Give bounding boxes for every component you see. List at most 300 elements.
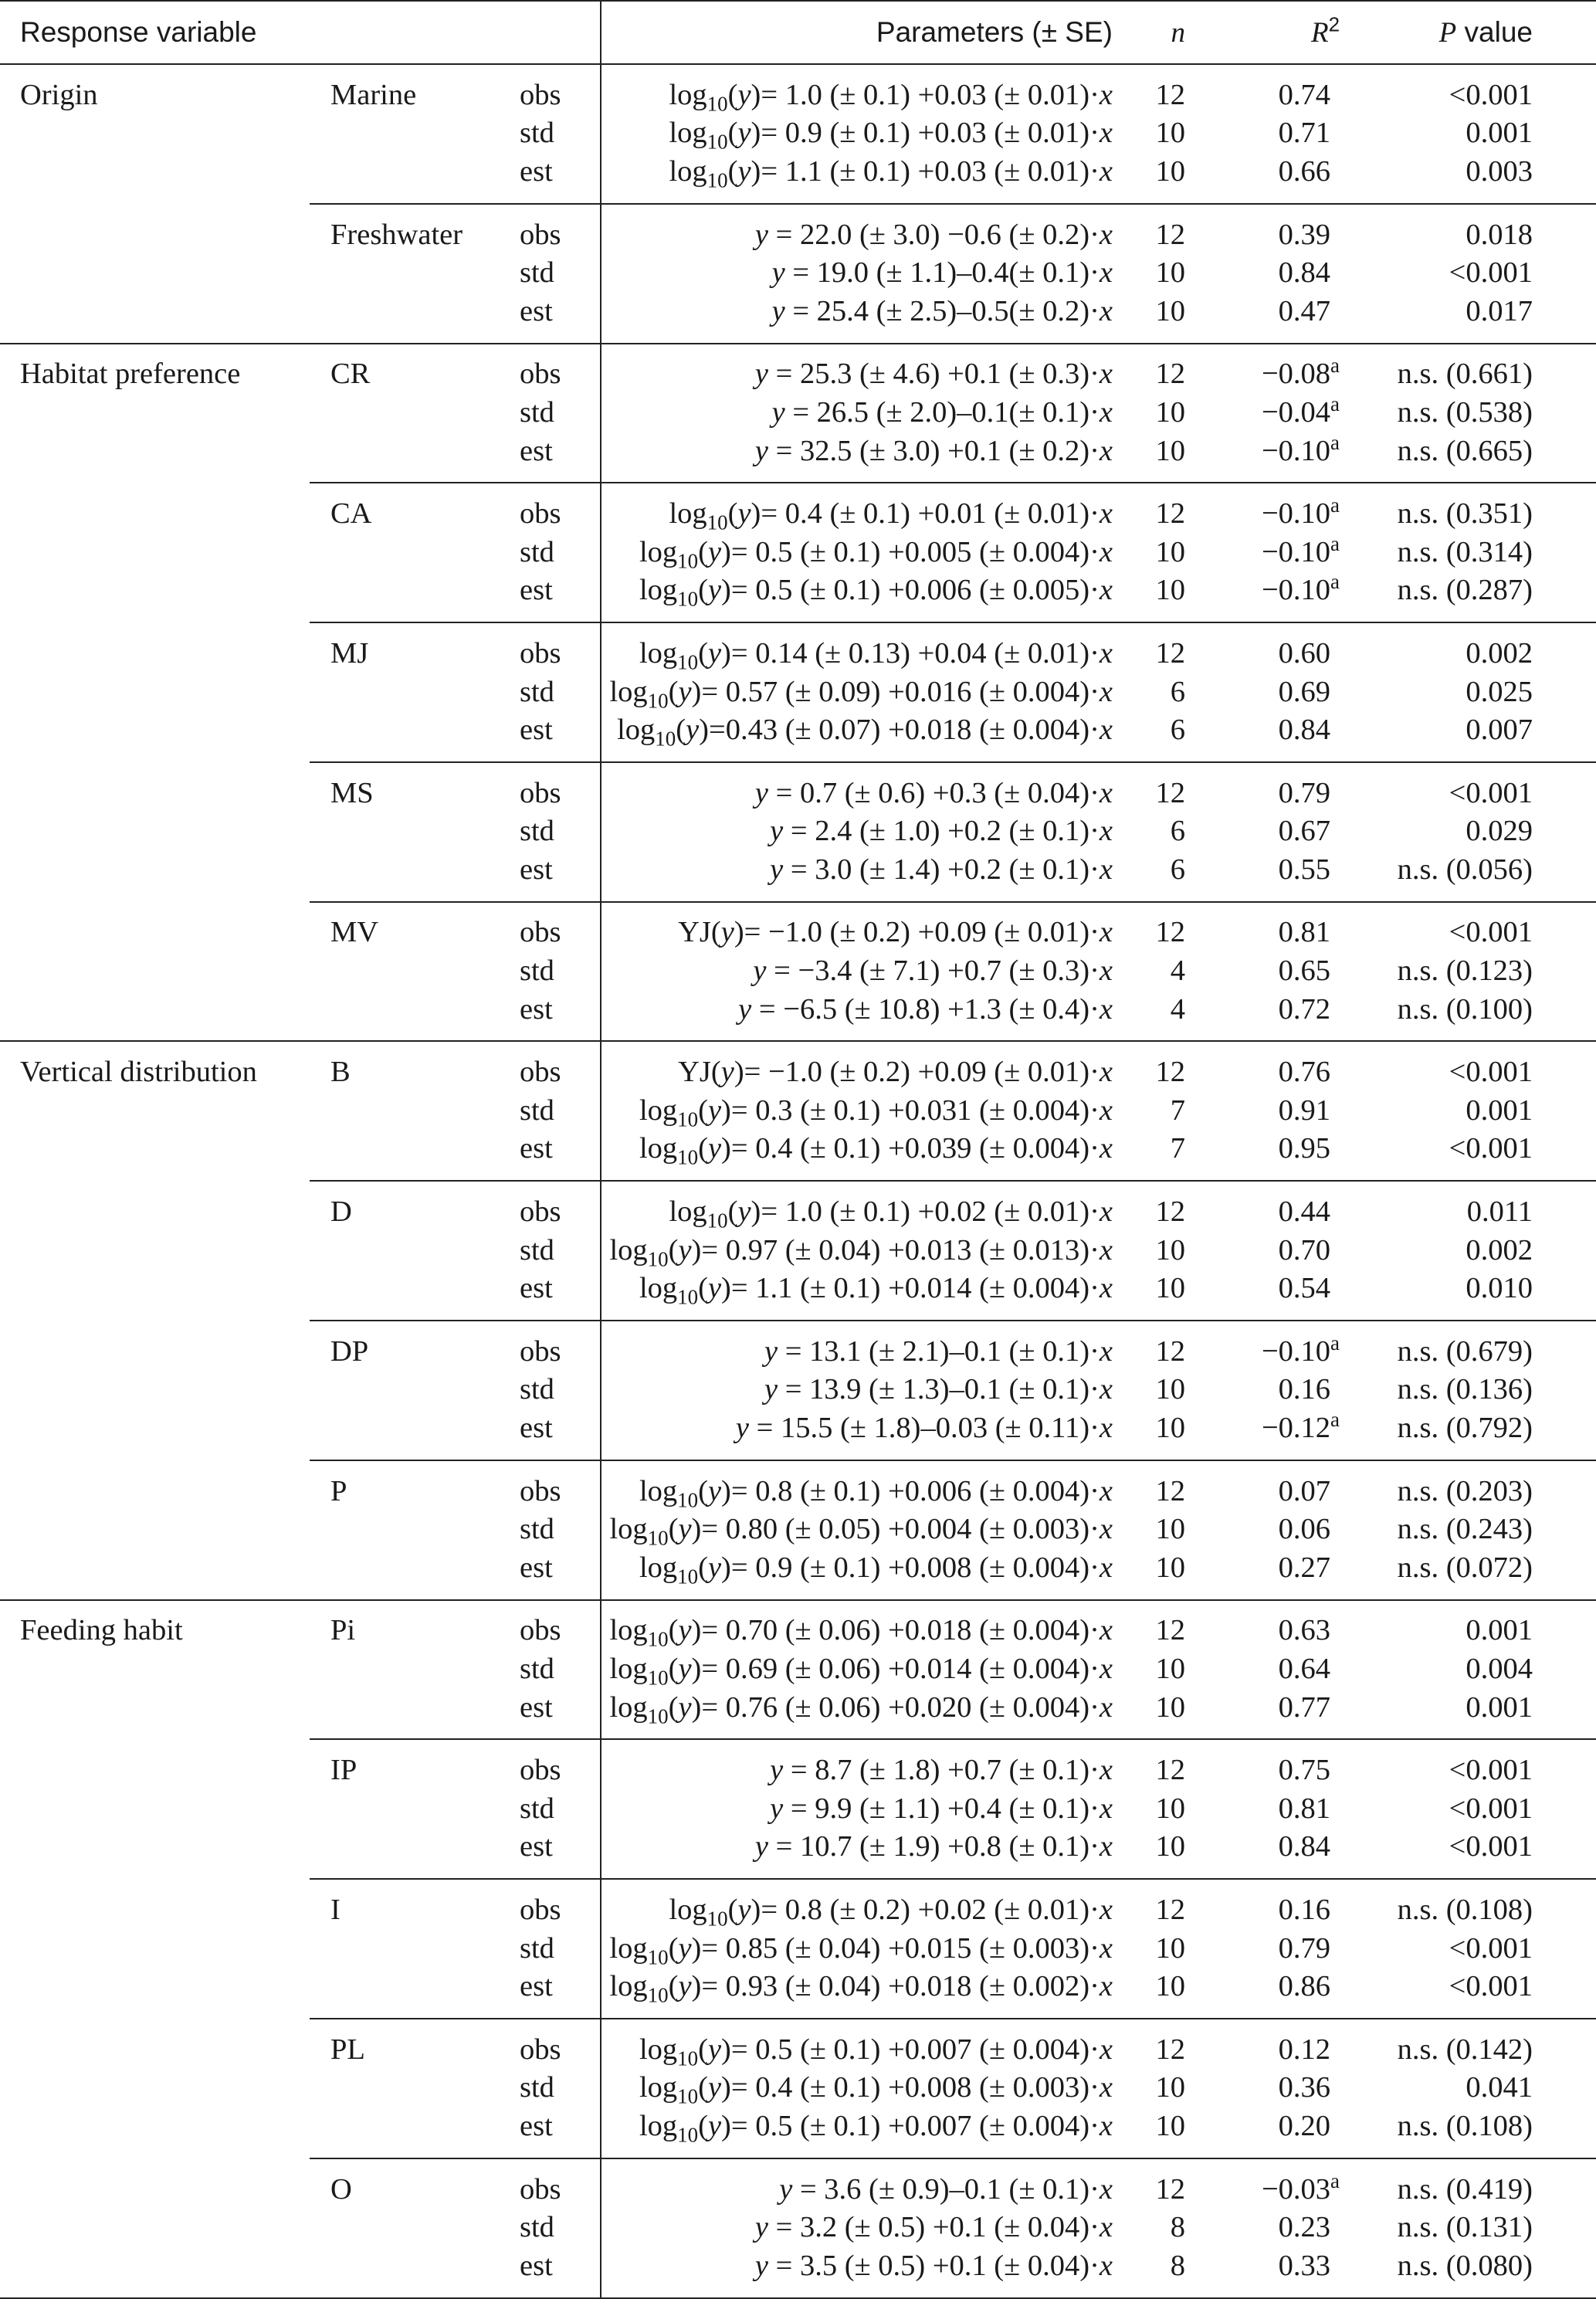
type-cell: obs bbox=[496, 344, 601, 394]
r2-cell bbox=[1193, 344, 1340, 394]
n-cell: 12 bbox=[1119, 1041, 1193, 1091]
group-cell bbox=[0, 2246, 310, 2298]
group-cell bbox=[0, 1130, 310, 1182]
r2-value: −0.10 bbox=[1261, 535, 1331, 568]
formula-subscript: 10 bbox=[677, 588, 699, 612]
type-cell: est bbox=[496, 1828, 601, 1880]
p-cell: 0.010 bbox=[1466, 1272, 1533, 1305]
group-cell bbox=[0, 1789, 310, 1828]
p-cell: n.s. (0.538) bbox=[1397, 395, 1533, 429]
p-cell: 0.007 bbox=[1466, 714, 1533, 747]
n-cell: 10 bbox=[1155, 574, 1185, 607]
subgroup-cell bbox=[310, 2158, 496, 2209]
p-cell: <0.001 bbox=[1340, 762, 1596, 812]
n-cell: 10 bbox=[1155, 2071, 1185, 2104]
formula-main: log bbox=[617, 714, 656, 747]
group-cell bbox=[0, 1409, 310, 1460]
r2-cell bbox=[1193, 1510, 1340, 1548]
formula-cell bbox=[601, 152, 1119, 204]
formula-main: log bbox=[639, 2109, 678, 2142]
r2-cell bbox=[1193, 253, 1340, 292]
subgroup-cell bbox=[310, 1130, 496, 1182]
group-cell bbox=[0, 483, 310, 533]
p-cell: n.s. (0.243) bbox=[1397, 1513, 1533, 1546]
r2-cell bbox=[1193, 1548, 1340, 1600]
formula-main: y = 13.9 (± 1.3)–0.1 (± 0.1)·x bbox=[764, 1373, 1113, 1406]
p-cell: 0.018 bbox=[1340, 204, 1596, 254]
formula-rest: (y)= 0.93 (± 0.04) +0.018 (± 0.002)·x bbox=[668, 1970, 1113, 2003]
formula-main: log bbox=[639, 2033, 678, 2066]
formula-cell bbox=[601, 344, 1119, 394]
formula-cell bbox=[601, 673, 1119, 711]
n-cell: 10 bbox=[1155, 1690, 1185, 1724]
formula-main: log bbox=[639, 1094, 678, 1127]
table-row bbox=[0, 64, 1596, 114]
formula-main: y = 25.3 (± 4.6) +0.1 (± 0.3)·x bbox=[754, 358, 1113, 391]
subgroup-cell bbox=[310, 1967, 496, 2019]
formula-subscript: 10 bbox=[707, 92, 728, 116]
type-cell: est bbox=[496, 292, 601, 344]
n-cell: 12 bbox=[1119, 204, 1193, 254]
formula-cell bbox=[601, 432, 1119, 483]
n-cell: 12 bbox=[1119, 902, 1193, 952]
header-spacer bbox=[496, 1, 601, 64]
p-cell: 0.011 bbox=[1340, 1181, 1596, 1231]
group-cell bbox=[0, 1650, 310, 1688]
r2-value: −0.10 bbox=[1261, 434, 1331, 467]
group-cell bbox=[0, 533, 310, 571]
header-row bbox=[0, 1, 1596, 64]
table-row bbox=[0, 1371, 1596, 1409]
r2-value: 0.84 bbox=[1278, 256, 1331, 290]
r2-value: 0.64 bbox=[1278, 1652, 1331, 1685]
type-cell: obs bbox=[496, 1321, 601, 1371]
subgroup-cell bbox=[310, 1600, 496, 1650]
formula-subscript: 10 bbox=[647, 1247, 669, 1271]
r2-cell bbox=[1193, 812, 1340, 851]
formula-subscript: 10 bbox=[707, 131, 728, 154]
type-cell: std bbox=[496, 812, 601, 851]
subgroup-cell bbox=[310, 1181, 496, 1231]
p-cell: n.s. (0.136) bbox=[1397, 1373, 1533, 1406]
formula-main: y = 10.7 (± 1.9) +0.8 (± 0.1)·x bbox=[754, 1830, 1113, 1863]
r2-cell bbox=[1193, 64, 1340, 114]
header-r2 bbox=[1193, 1, 1340, 64]
p-cell: n.s. (0.287) bbox=[1397, 574, 1533, 607]
formula-main: log bbox=[609, 675, 648, 708]
r2-cell bbox=[1193, 2208, 1340, 2246]
r2-value: 0.74 bbox=[1278, 78, 1331, 111]
p-cell: 0.025 bbox=[1466, 675, 1533, 708]
type-cell: obs bbox=[496, 2158, 601, 2209]
r2-cell bbox=[1193, 1231, 1340, 1270]
formula-subscript: 10 bbox=[707, 168, 728, 192]
type-cell: obs bbox=[496, 2019, 601, 2069]
formula-rest: (y)=0.43 (± 0.07) +0.018 (± 0.004)·x bbox=[676, 714, 1113, 747]
formula-main: log bbox=[669, 1893, 707, 1926]
type-cell: std bbox=[496, 1091, 601, 1130]
r2-cell bbox=[1193, 1181, 1340, 1231]
p-cell: n.s. (0.123) bbox=[1397, 955, 1533, 988]
n-cell: 10 bbox=[1155, 1970, 1185, 2003]
group-cell bbox=[0, 710, 310, 762]
r2-cell bbox=[1193, 1409, 1340, 1460]
type-cell: std bbox=[496, 253, 601, 292]
formula-main: log bbox=[639, 1272, 678, 1305]
subgroup-cell bbox=[310, 1879, 496, 1929]
r2-cell bbox=[1193, 2107, 1340, 2158]
p-cell: n.s. (0.203) bbox=[1340, 1460, 1596, 1511]
type-cell: obs bbox=[496, 1041, 601, 1091]
subgroup-cell bbox=[310, 1371, 496, 1409]
n-cell: 10 bbox=[1155, 117, 1185, 150]
formula-cell bbox=[601, 1650, 1119, 1688]
p-cell: 0.001 bbox=[1466, 1690, 1533, 1724]
type-cell: std bbox=[496, 1929, 601, 1968]
r2-cell bbox=[1193, 673, 1340, 711]
subgroup-label: O bbox=[330, 2172, 352, 2206]
p-cell: <0.001 bbox=[1449, 1132, 1533, 1165]
n-cell: 10 bbox=[1155, 294, 1185, 327]
type-cell: std bbox=[496, 2069, 601, 2107]
n-cell: 10 bbox=[1155, 1233, 1185, 1266]
type-cell: obs bbox=[496, 1460, 601, 1511]
p-cell: 0.002 bbox=[1466, 1233, 1533, 1266]
p-cell: 0.017 bbox=[1466, 294, 1533, 327]
formula-subscript: 10 bbox=[707, 1907, 728, 1931]
n-cell: 12 bbox=[1119, 1739, 1193, 1789]
type-cell: est bbox=[496, 2107, 601, 2158]
n-cell: 12 bbox=[1119, 1600, 1193, 1650]
table-row bbox=[0, 253, 1596, 292]
n-cell: 12 bbox=[1119, 344, 1193, 394]
group-cell bbox=[0, 1041, 310, 1091]
formula-rest: (y)= 0.4 (± 0.1) +0.01 (± 0.01)·x bbox=[727, 497, 1113, 531]
r2-cell bbox=[1193, 1929, 1340, 1968]
type-cell: est bbox=[496, 850, 601, 902]
group-cell bbox=[0, 1929, 310, 1968]
r2-cell bbox=[1193, 1041, 1340, 1091]
type-cell: std bbox=[496, 114, 601, 153]
formula-cell bbox=[601, 393, 1119, 432]
subgroup-label: PL bbox=[330, 2033, 365, 2066]
type-cell: obs bbox=[496, 902, 601, 952]
p-cell: 0.003 bbox=[1466, 154, 1533, 188]
r2-cell bbox=[1193, 2246, 1340, 2298]
r2-value: 0.79 bbox=[1278, 776, 1331, 809]
table-row bbox=[0, 951, 1596, 990]
formula-main: y = 3.0 (± 1.4) +0.2 (± 0.1)·x bbox=[770, 853, 1113, 886]
subgroup-cell bbox=[310, 1688, 496, 1740]
group-cell bbox=[0, 432, 310, 483]
formula-cell bbox=[601, 1409, 1119, 1460]
formula-cell bbox=[601, 1231, 1119, 1270]
formula-subscript: 10 bbox=[707, 510, 728, 534]
table-row bbox=[0, 2158, 1596, 2209]
n-cell: 6 bbox=[1170, 815, 1185, 848]
n-cell: 12 bbox=[1119, 622, 1193, 673]
formula-subscript: 10 bbox=[677, 1488, 699, 1512]
subgroup-cell bbox=[310, 1789, 496, 1828]
formula-main: y = 2.4 (± 1.0) +0.2 (± 0.1)·x bbox=[770, 815, 1113, 848]
p-cell: n.s. (0.131) bbox=[1397, 2211, 1533, 2244]
table-row bbox=[0, 622, 1596, 673]
formula-cell bbox=[601, 2069, 1119, 2107]
formula-cell bbox=[601, 2158, 1119, 2209]
group-cell bbox=[0, 1828, 310, 1880]
r2-value: 0.16 bbox=[1278, 1373, 1331, 1406]
formula-subscript: 10 bbox=[677, 650, 699, 674]
formula-main: log bbox=[639, 574, 678, 607]
p-cell: n.s. (0.100) bbox=[1397, 992, 1533, 1026]
r2-cell bbox=[1193, 483, 1340, 533]
r2-value: 0.81 bbox=[1278, 1792, 1331, 1825]
group-cell bbox=[0, 292, 310, 344]
subgroup-label: D bbox=[330, 1195, 352, 1229]
r2-value: −0.08 bbox=[1261, 358, 1331, 391]
r2-footnote: a bbox=[1330, 1331, 1340, 1355]
table-row bbox=[0, 2107, 1596, 2158]
r2-value: 0.95 bbox=[1278, 1132, 1331, 1165]
p-cell: n.s. (0.665) bbox=[1397, 434, 1533, 467]
r2-value: 0.20 bbox=[1278, 2109, 1331, 2142]
r2-value: 0.44 bbox=[1278, 1195, 1331, 1229]
formula-cell bbox=[601, 1371, 1119, 1409]
formula-cell bbox=[601, 1091, 1119, 1130]
header-response-variable: Response variable bbox=[0, 1, 496, 64]
table-row bbox=[0, 1789, 1596, 1828]
r2-value: 0.23 bbox=[1278, 2211, 1331, 2244]
formula-main: log bbox=[639, 1551, 678, 1584]
r2-cell bbox=[1193, 850, 1340, 902]
table-row bbox=[0, 1269, 1596, 1321]
r2-cell bbox=[1193, 1600, 1340, 1650]
header-p-label: P bbox=[1438, 16, 1457, 49]
r2-cell bbox=[1193, 951, 1340, 990]
subgroup-cell bbox=[310, 710, 496, 762]
n-cell: 8 bbox=[1119, 2246, 1193, 2298]
r2-value: 0.79 bbox=[1278, 1931, 1331, 1965]
formula-main: y = 3.5 (± 0.5) +0.1 (± 0.04)·x bbox=[754, 2249, 1113, 2282]
formula-main: log bbox=[609, 1690, 648, 1724]
subgroup-cell bbox=[310, 1828, 496, 1880]
table-row bbox=[0, 710, 1596, 762]
subgroup-cell bbox=[310, 2107, 496, 2158]
table-row bbox=[0, 990, 1596, 1042]
table-row bbox=[0, 1041, 1596, 1091]
n-cell: 4 bbox=[1170, 955, 1185, 988]
n-cell: 12 bbox=[1119, 1879, 1193, 1929]
subgroup-label: Pi bbox=[330, 1614, 356, 1647]
formula-rest: (y)= 0.4 (± 0.1) +0.008 (± 0.003)·x bbox=[698, 2071, 1113, 2104]
n-cell: 6 bbox=[1170, 714, 1185, 747]
table-row bbox=[0, 1879, 1596, 1929]
formula-cell bbox=[601, 2107, 1119, 2158]
formula-subscript: 10 bbox=[677, 1285, 699, 1309]
type-cell: obs bbox=[496, 204, 601, 254]
group-label: Habitat preference bbox=[20, 358, 241, 391]
header-p-rest: value bbox=[1456, 15, 1533, 48]
r2-value: 0.72 bbox=[1278, 992, 1331, 1026]
subgroup-label: CA bbox=[330, 497, 372, 531]
formula-rest: (y)= 0.85 (± 0.04) +0.015 (± 0.003)·x bbox=[668, 1931, 1113, 1965]
n-cell: 12 bbox=[1119, 2158, 1193, 2209]
r2-footnote: a bbox=[1330, 430, 1340, 454]
formula-main: log bbox=[609, 1931, 648, 1965]
r2-cell bbox=[1193, 1688, 1340, 1740]
formula-subscript: 10 bbox=[655, 727, 676, 751]
r2-cell bbox=[1193, 571, 1340, 623]
header-n-label: n bbox=[1171, 16, 1185, 49]
n-cell: 10 bbox=[1155, 434, 1185, 467]
group-cell bbox=[0, 204, 310, 254]
type-cell: est bbox=[496, 1548, 601, 1600]
formula-main: log bbox=[669, 497, 707, 531]
subgroup-label: I bbox=[330, 1893, 341, 1926]
r2-value: 0.77 bbox=[1278, 1690, 1331, 1724]
subgroup-cell bbox=[310, 483, 496, 533]
r2-value: 0.12 bbox=[1278, 2033, 1331, 2066]
r2-value: 0.76 bbox=[1278, 1056, 1331, 1089]
type-cell: est bbox=[496, 710, 601, 762]
type-cell: obs bbox=[496, 483, 601, 533]
r2-cell bbox=[1193, 393, 1340, 432]
subgroup-cell bbox=[310, 1460, 496, 1511]
group-label: Vertical distribution bbox=[20, 1056, 257, 1089]
table-row bbox=[0, 812, 1596, 851]
p-cell: 0.001 bbox=[1340, 1600, 1596, 1650]
n-cell: 10 bbox=[1155, 256, 1185, 290]
formula-cell bbox=[601, 1739, 1119, 1789]
n-cell: 10 bbox=[1155, 1551, 1185, 1584]
r2-cell bbox=[1193, 1828, 1340, 1880]
subgroup-cell bbox=[310, 571, 496, 623]
type-cell: est bbox=[496, 990, 601, 1042]
r2-cell bbox=[1193, 1879, 1340, 1929]
formula-main: y = −3.4 (± 7.1) +0.7 (± 0.3)·x bbox=[753, 955, 1113, 988]
type-cell: std bbox=[496, 533, 601, 571]
subgroup-cell bbox=[310, 990, 496, 1042]
n-cell: 10 bbox=[1155, 1652, 1185, 1685]
group-cell bbox=[0, 1091, 310, 1130]
formula-cell bbox=[601, 710, 1119, 762]
group-cell bbox=[0, 2208, 310, 2246]
formula-rest: (y)= 0.76 (± 0.06) +0.020 (± 0.004)·x bbox=[668, 1690, 1113, 1724]
subgroup-cell bbox=[310, 114, 496, 153]
r2-footnote: a bbox=[1330, 493, 1340, 517]
subgroup-label: B bbox=[330, 1056, 351, 1089]
type-cell: obs bbox=[496, 622, 601, 673]
group-cell bbox=[0, 1231, 310, 1270]
table-row bbox=[0, 393, 1596, 432]
r2-value: −0.10 bbox=[1261, 574, 1331, 607]
r2-value: 0.70 bbox=[1278, 1233, 1331, 1266]
subgroup-cell bbox=[310, 1321, 496, 1371]
n-cell: 12 bbox=[1155, 78, 1185, 111]
subgroup-cell bbox=[310, 812, 496, 851]
subgroup-cell bbox=[310, 2019, 496, 2069]
r2-value: −0.04 bbox=[1261, 395, 1331, 429]
r2-cell bbox=[1193, 114, 1340, 153]
formula-cell bbox=[601, 1600, 1119, 1650]
r2-value: 0.39 bbox=[1278, 218, 1331, 251]
n-cell: 7 bbox=[1170, 1094, 1185, 1127]
formula-subscript: 10 bbox=[647, 689, 669, 713]
formula-main: y = 3.2 (± 0.5) +0.1 (± 0.04)·x bbox=[754, 2211, 1113, 2244]
formula-main: log bbox=[669, 154, 707, 188]
formula-rest: (y)= 0.70 (± 0.06) +0.018 (± 0.004)·x bbox=[668, 1614, 1113, 1647]
group-cell bbox=[0, 1548, 310, 1600]
r2-value: −0.10 bbox=[1261, 497, 1331, 531]
formula-rest: (y)= 0.8 (± 0.1) +0.006 (± 0.004)·x bbox=[698, 1474, 1113, 1507]
r2-value: 0.16 bbox=[1278, 1893, 1331, 1926]
group-cell bbox=[0, 152, 310, 204]
n-cell: 12 bbox=[1119, 483, 1193, 533]
formula-subscript: 10 bbox=[647, 1628, 669, 1652]
n-cell: 6 bbox=[1170, 675, 1185, 708]
r2-value: 0.75 bbox=[1278, 1754, 1331, 1787]
table-row bbox=[0, 571, 1596, 623]
r2-cell bbox=[1193, 1091, 1340, 1130]
group-cell bbox=[0, 571, 310, 623]
formula-cell bbox=[601, 533, 1119, 571]
table-row bbox=[0, 432, 1596, 483]
formula-subscript: 10 bbox=[677, 2046, 699, 2070]
r2-value: −0.03 bbox=[1261, 2172, 1331, 2206]
group-cell bbox=[0, 1510, 310, 1548]
formula-main: y = 9.9 (± 1.1) +0.4 (± 0.1)·x bbox=[770, 1792, 1113, 1825]
formula-subscript: 10 bbox=[677, 1146, 699, 1170]
r2-cell bbox=[1193, 1321, 1340, 1371]
r2-cell bbox=[1193, 2158, 1340, 2209]
r2-value: 0.81 bbox=[1278, 916, 1331, 949]
header-r2-sup: 2 bbox=[1328, 14, 1340, 36]
group-cell bbox=[0, 1269, 310, 1321]
subgroup-cell bbox=[310, 951, 496, 990]
r2-cell bbox=[1193, 1269, 1340, 1321]
header-parameters: Parameters (± SE) bbox=[601, 1, 1119, 64]
formula-rest: (y)= 0.5 (± 0.1) +0.006 (± 0.005)·x bbox=[698, 574, 1113, 607]
table-row bbox=[0, 1739, 1596, 1789]
n-cell: 6 bbox=[1170, 853, 1185, 886]
type-cell: std bbox=[496, 1650, 601, 1688]
formula-cell bbox=[601, 1041, 1119, 1091]
formula-main: log bbox=[669, 1195, 707, 1229]
subgroup-cell bbox=[310, 64, 496, 114]
type-cell: obs bbox=[496, 762, 601, 812]
p-cell: n.s. (0.679) bbox=[1340, 1321, 1596, 1371]
p-cell: 0.002 bbox=[1340, 622, 1596, 673]
table-row bbox=[0, 1548, 1596, 1600]
formula-subscript: 10 bbox=[647, 1945, 669, 1969]
subgroup-cell bbox=[310, 850, 496, 902]
r2-cell bbox=[1193, 533, 1340, 571]
header-r2-label: R bbox=[1310, 16, 1329, 49]
r2-cell bbox=[1193, 902, 1340, 952]
formula-subscript: 10 bbox=[707, 1209, 728, 1233]
table-row bbox=[0, 1231, 1596, 1270]
formula-main: log bbox=[609, 1970, 648, 2003]
p-cell: n.s. (0.314) bbox=[1397, 535, 1533, 568]
p-cell: n.s. (0.108) bbox=[1397, 2109, 1533, 2142]
subgroup-cell bbox=[310, 2208, 496, 2246]
subgroup-cell bbox=[310, 1739, 496, 1789]
table-row bbox=[0, 344, 1596, 394]
subgroup-label: Freshwater bbox=[330, 218, 463, 251]
r2-cell bbox=[1193, 2069, 1340, 2107]
formula-cell bbox=[601, 1269, 1119, 1321]
subgroup-cell bbox=[310, 902, 496, 952]
